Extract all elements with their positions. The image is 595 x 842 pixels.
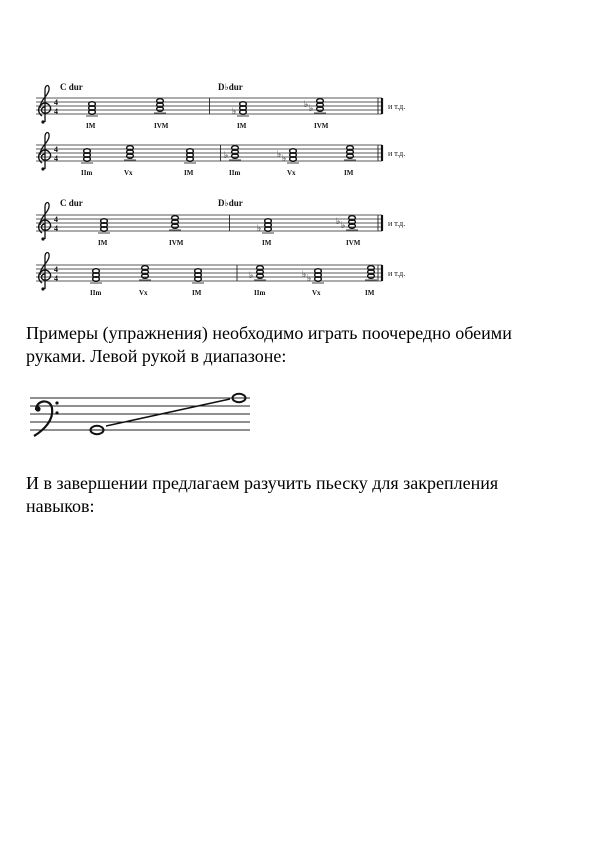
note-head (315, 269, 322, 274)
key-label: C dur (60, 82, 83, 92)
paragraph-instructions (26, 322, 574, 368)
treble-clef-icon (39, 133, 51, 171)
paragraph-line: И в завершении предлагаем разучить пьеску для закрепления (26, 473, 499, 493)
note-head (142, 266, 149, 271)
etc-label: и т.д. (388, 102, 406, 111)
chord-label: IVM (346, 239, 361, 247)
note-head (89, 102, 96, 107)
staff-rows (36, 82, 405, 297)
etc-label: и т.д. (388, 219, 406, 228)
time-signature-top: 4 (54, 215, 58, 224)
note-head (290, 149, 297, 154)
chord-label: IIm (254, 289, 266, 297)
flat-sign: ♭ (336, 216, 341, 226)
note-head (349, 216, 356, 221)
flat-sign: ♭ (309, 103, 314, 113)
treble-clef-icon (39, 253, 51, 291)
time-signature-top: 4 (54, 98, 58, 107)
note-head (240, 102, 247, 107)
note-head (127, 146, 134, 151)
staff-row (36, 82, 405, 130)
flat-sign: ♭ (282, 153, 287, 163)
note-head (157, 99, 164, 104)
whole-note-low (88, 426, 106, 434)
note-head (265, 219, 272, 224)
paragraph-line: навыков: (26, 496, 95, 516)
time-signature-top: 4 (54, 265, 58, 274)
chord-label: IIm (229, 169, 241, 177)
paragraph-conclusion (26, 472, 574, 518)
chord-label: Vx (139, 289, 148, 297)
chord-label: IVM (314, 122, 329, 130)
chord-label: IVM (169, 239, 184, 247)
chord-label: IM (86, 122, 96, 130)
key-label: D♭dur (218, 82, 243, 92)
paragraph-line: Примеры (упражнения) необходимо играть поочередно обеими (26, 323, 512, 343)
note-head (101, 219, 108, 224)
staff-row (36, 133, 405, 178)
chord-label: IM (98, 239, 108, 247)
chord-label: IM (344, 169, 354, 177)
treble-clef-icon (39, 203, 51, 241)
chord-label: IM (365, 289, 375, 297)
flat-sign: ♭ (307, 273, 312, 283)
bass-clef-range-staff (30, 394, 250, 436)
chord-label: IIm (81, 169, 93, 177)
note-head (84, 149, 91, 154)
chord-label: IM (262, 239, 272, 247)
paragraph-line: руками. Левой рукой в диапазоне: (26, 346, 287, 366)
note-head (93, 269, 100, 274)
flat-sign: ♭ (304, 99, 309, 109)
treble-clef-icon (39, 86, 51, 124)
flat-sign: ♭ (302, 269, 307, 279)
chord-label: IIm (90, 289, 102, 297)
time-signature-top: 4 (54, 145, 58, 154)
flat-sign: ♭ (224, 150, 229, 160)
flat-sign: ♭ (249, 270, 254, 280)
chord-label: Vx (124, 169, 133, 177)
etc-label: и т.д. (388, 149, 406, 158)
flat-sign: ♭ (341, 220, 346, 230)
flat-sign: ♭ (277, 149, 282, 159)
flat-sign: ♭ (257, 223, 262, 233)
chord-label: IM (184, 169, 194, 177)
note-head (368, 266, 375, 271)
staff-row (36, 253, 405, 298)
note-head (172, 216, 179, 221)
chord-label: IM (237, 122, 247, 130)
chord-label: Vx (312, 289, 321, 297)
time-signature-bottom: 4 (54, 154, 58, 163)
staff-row (36, 198, 405, 247)
key-label: D♭dur (218, 198, 243, 208)
note-head (195, 269, 202, 274)
time-signature-bottom: 4 (54, 274, 58, 283)
chord-label: Vx (287, 169, 296, 177)
note-head (187, 149, 194, 154)
time-signature-bottom: 4 (54, 224, 58, 233)
chord-label: IVM (154, 122, 169, 130)
flat-sign: ♭ (232, 106, 237, 116)
note-head (232, 146, 239, 151)
etc-label: и т.д. (388, 269, 406, 278)
note-head (257, 266, 264, 271)
note-head (317, 99, 324, 104)
time-signature-bottom: 4 (54, 107, 58, 116)
chord-label: IM (192, 289, 202, 297)
key-label: C dur (60, 198, 83, 208)
note-head (347, 146, 354, 151)
bass-clef-icon (34, 401, 59, 436)
